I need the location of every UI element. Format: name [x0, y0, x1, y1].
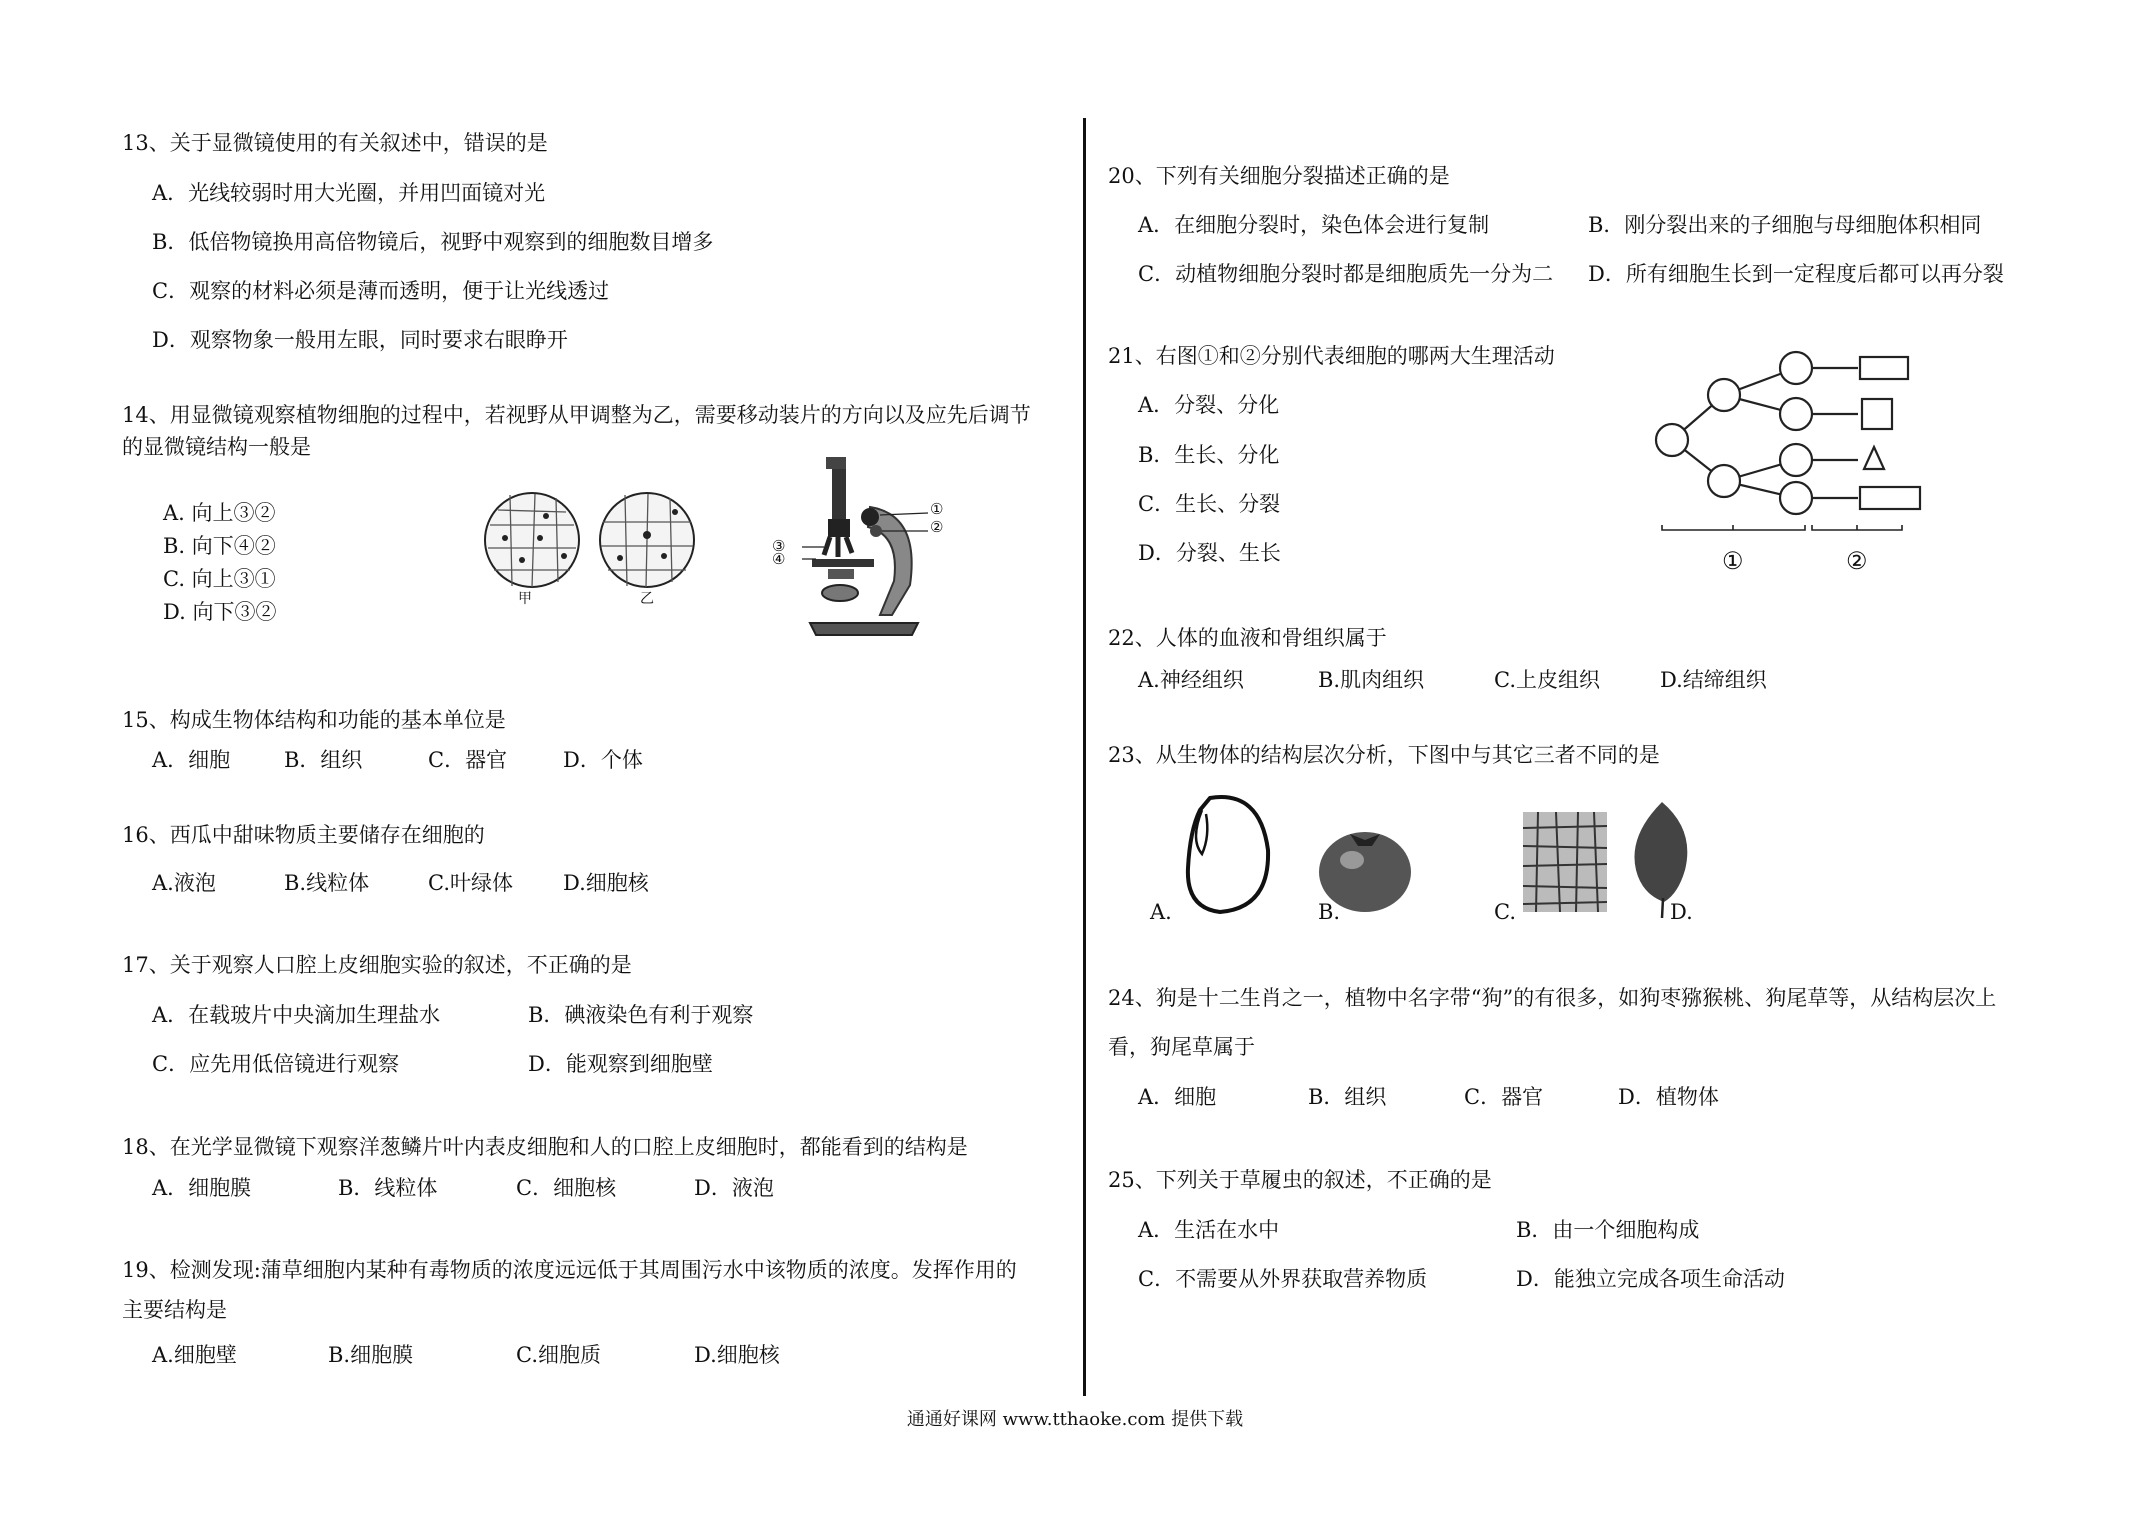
q13-option-a: A．光线较弱时用大光圈，并用凹面镜对光: [152, 181, 546, 205]
q23-option-b: B.: [1318, 900, 1341, 924]
q24-stem-line2: 看，狗尾草属于: [1108, 1035, 1255, 1059]
q24-option-d: D．植物体: [1618, 1085, 1719, 1109]
q22-option-d: D.结缔组织: [1660, 668, 1767, 692]
q22-stem: 22、人体的血液和骨组织属于: [1108, 626, 1387, 650]
q13-stem: 13、关于显微镜使用的有关叙述中，错误的是: [122, 131, 548, 155]
footer-source: 通通好课网 www.tthaoke.com 提供下载: [906, 1409, 1244, 1430]
q21-option-b: B．生长、分化: [1138, 443, 1280, 467]
q16-option-c: C.叶绿体: [428, 871, 513, 895]
microscope-label-4: ④: [772, 550, 786, 568]
q15-option-d: D．个体: [563, 748, 643, 772]
q18-stem: 18、在光学显微镜下观察洋葱鳞片叶内表皮细胞和人的口腔上皮细胞时，都能看到的结构是: [122, 1135, 968, 1159]
microscope-label-2: ②: [930, 518, 944, 536]
q14-option-c: C. 向上③①: [163, 567, 276, 591]
q13-option-c: C．观察的材料必须是薄而透明，便于让光线透过: [152, 279, 610, 303]
q25-option-b: B．由一个细胞构成: [1516, 1218, 1700, 1242]
q25-option-d: D．能独立完成各项生命活动: [1516, 1267, 1785, 1291]
q21-stem: 21、右图①和②分别代表细胞的哪两大生理活动: [1108, 344, 1555, 368]
field-view-yi: [600, 493, 694, 587]
diagram-label-2: ②: [1846, 547, 1868, 575]
q19-option-d: D.细胞核: [694, 1343, 780, 1367]
q21-option-c: C．生长、分裂: [1138, 492, 1281, 516]
q25-option-c: C．不需要从外界获取营养物质: [1138, 1267, 1428, 1291]
q24-option-c: C．器官: [1464, 1085, 1544, 1109]
q24-stem-line1: 24、狗是十二生肖之一，植物中名字带“狗”的有很多，如狗枣猕猴桃、狗尾草等，从结构层次上: [1108, 986, 1997, 1010]
q24-option-b: B．组织: [1308, 1085, 1387, 1109]
q23-option-c: C.: [1494, 900, 1516, 924]
q15-option-b: B．组织: [284, 748, 363, 772]
q22-option-c: C.上皮组织: [1494, 668, 1600, 692]
q22-option-a: A.神经组织: [1138, 668, 1244, 692]
q20-option-d: D．所有细胞生长到一定程度后都可以再分裂: [1588, 262, 2004, 286]
q17-stem: 17、关于观察人口腔上皮细胞实验的叙述，不正确的是: [122, 953, 632, 977]
q16-option-a: A.液泡: [152, 871, 216, 895]
q21-option-a: A．分裂、分化: [1138, 393, 1280, 417]
q23-stem: 23、从生物体的结构层次分析，下图中与其它三者不同的是: [1108, 743, 1660, 767]
q21-option-d: D．分裂、生长: [1138, 541, 1281, 565]
q14-option-b: B. 向下④②: [163, 534, 276, 558]
field-view-jia: [485, 493, 579, 587]
q22-option-b: B.肌肉组织: [1318, 668, 1425, 692]
q18-option-d: D．液泡: [694, 1176, 774, 1200]
q24-option-a: A．细胞: [1138, 1085, 1217, 1109]
q19-option-c: C.细胞质: [516, 1343, 601, 1367]
q17-option-c: C．应先用低倍镜进行观察: [152, 1052, 400, 1076]
q13-option-b: B．低倍物镜换用高倍物镜后，视野中观察到的细胞数目增多: [152, 230, 714, 254]
column-divider: [1083, 118, 1086, 1396]
q14-option-a: A. 向上③②: [163, 501, 276, 525]
q20-option-b: B．刚分裂出来的子细胞与母细胞体积相同: [1588, 213, 1982, 237]
q17-option-a: A．在载玻片中央滴加生理盐水: [152, 1003, 441, 1027]
q13-option-d: D．观察物象一般用左眼，同时要求右眼睁开: [152, 328, 568, 352]
q20-option-a: A．在细胞分裂时，染色体会进行复制: [1138, 213, 1490, 237]
q14-stem-line1: 14、用显微镜观察植物细胞的过程中，若视野从甲调整为乙，需要移动装片的方向以及应先后调节: [122, 403, 1031, 427]
microscope-label-3: ③: [772, 537, 786, 555]
seed-image: [1188, 797, 1268, 912]
q17-option-b: B．碘液染色有利于观察: [528, 1003, 754, 1027]
q20-stem: 20、下列有关细胞分裂描述正确的是: [1108, 164, 1450, 188]
q19-option-a: A.细胞壁: [152, 1343, 237, 1367]
q15-option-a: A．细胞: [152, 748, 231, 772]
q18-option-c: C．细胞核: [516, 1176, 617, 1200]
q25-option-a: A．生活在水中: [1138, 1218, 1280, 1242]
q16-option-d: D.细胞核: [563, 871, 649, 895]
q14-option-d: D. 向下③②: [163, 600, 277, 624]
q23-option-d: D.: [1670, 900, 1693, 924]
q17-option-d: D．能观察到细胞壁: [528, 1052, 713, 1076]
q15-stem: 15、构成生物体结构和功能的基本单位是: [122, 708, 506, 732]
cell-process-diagram: [1640, 355, 1940, 560]
q19-stem-line2: 主要结构是: [122, 1298, 227, 1322]
q14-stem-line2: 的显微镜结构一般是: [122, 435, 311, 459]
q18-option-b: B．线粒体: [338, 1176, 438, 1200]
diagram-label-1: ①: [1722, 547, 1744, 575]
field-view-figure: [480, 490, 700, 605]
label-jia: 甲: [518, 591, 532, 607]
cell-tissue-image: [1523, 812, 1607, 912]
structure-level-images: [1180, 790, 1700, 920]
q25-stem: 25、下列关于草履虫的叙述，不正确的是: [1108, 1168, 1492, 1192]
q18-option-a: A．细胞膜: [152, 1176, 252, 1200]
q16-stem: 16、西瓜中甜味物质主要储存在细胞的: [122, 823, 485, 847]
q16-option-b: B.线粒体: [284, 871, 370, 895]
q19-stem-line1: 19、检测发现:蒲草细胞内某种有毒物质的浓度远远低于其周围污水中该物质的浓度。发挥作用的: [122, 1258, 1017, 1282]
microscope-label-1: ①: [930, 500, 944, 518]
q15-option-c: C．器官: [428, 748, 508, 772]
q19-option-b: B.细胞膜: [328, 1343, 414, 1367]
label-yi: 乙: [640, 591, 654, 607]
microscope-figure: [810, 455, 940, 640]
q20-option-c: C．动植物细胞分裂时都是细胞质先一分为二: [1138, 262, 1554, 286]
q23-option-a: A.: [1150, 900, 1172, 924]
